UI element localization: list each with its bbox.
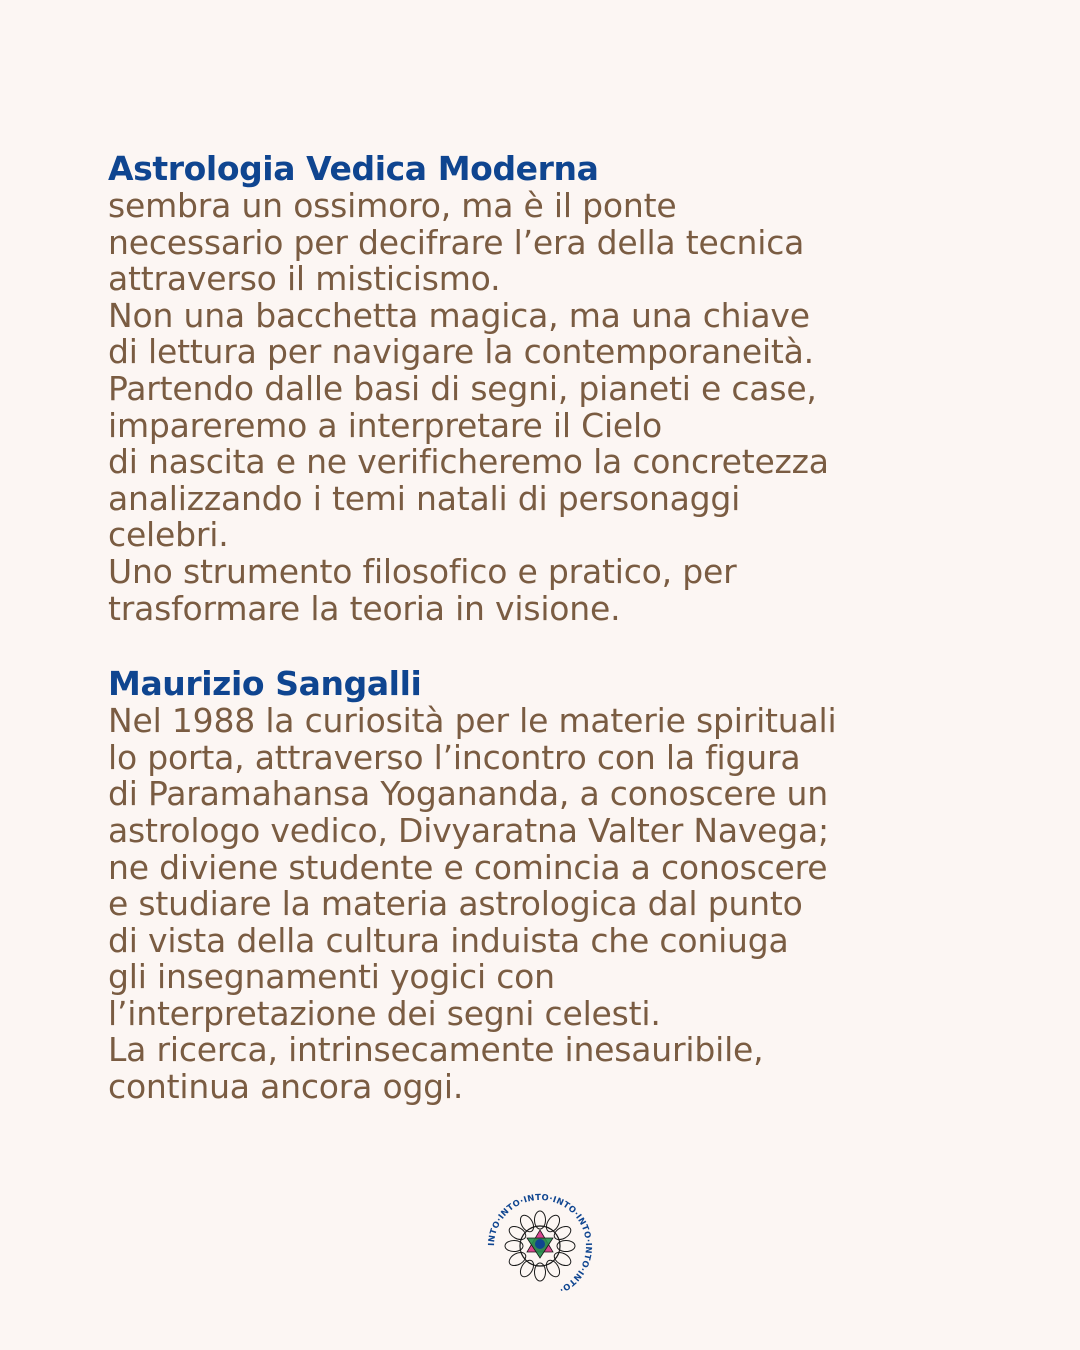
bio-text-line: ne diviene studente e comincia a conoscere: [108, 847, 828, 887]
course-text-line: di nascita e ne verificheremo la concretezza: [108, 442, 829, 482]
bio-text-line: gli insegnamenti yogici con: [108, 957, 555, 997]
course-text-line: impareremo a interpretare il Cielo: [108, 405, 662, 445]
course-description: [108, 150, 1008, 627]
course-text-line: trasformare la teoria in visione.: [108, 588, 621, 628]
bio-text-line: continua ancora oggi.: [108, 1067, 464, 1107]
course-text-line: Non una bacchetta magica, ma una chiave: [108, 295, 810, 335]
bio-text-line: lo porta, attraverso l’incontro con la figura: [108, 737, 801, 777]
logo-ring-text: INTO·INTO·INTO·INTO·INTO·INTO·INTO·: [486, 1192, 594, 1296]
course-text-line: Partendo dalle basi di segni, pianeti e case,: [108, 368, 817, 408]
author-name: Maurizio Sangalli: [108, 664, 422, 704]
course-text-line: celebri.: [108, 515, 229, 555]
course-title: Astrologia Vedica Moderna: [108, 149, 599, 188]
bio-text-line: Nel 1988 la curiosità per le materie spirituali: [108, 701, 837, 741]
bio-text-line: l’interpretazione dei segni celesti.: [108, 993, 661, 1033]
course-text-line: attraverso il misticismo.: [108, 259, 501, 299]
course-text-line: di lettura per navigare la contemporaneità.: [108, 332, 814, 372]
course-text-line: analizzando i temi natali di personaggi: [108, 478, 741, 518]
mandala-center-dot: [535, 1239, 545, 1249]
bio-text-line: di Paramahansa Yogananda, a conoscere un: [108, 774, 828, 814]
main-content: [108, 150, 1008, 1106]
bio-text-line: astrologo vedico, Divyaratna Valter Navega;: [108, 810, 829, 850]
course-text-line: sembra un ossimoro, ma è il ponte: [108, 186, 677, 225]
mandala-logo-icon: [486, 1192, 594, 1300]
author-bio: [108, 665, 1008, 1106]
bio-text-line: di vista della cultura induista che coniuga: [108, 920, 789, 960]
bio-text-line: e studiare la materia astrologica dal punto: [108, 884, 803, 924]
course-text-line: necessario per decifrare l’era della tecnica: [108, 222, 805, 262]
bio-text-line: La ricerca, intrinsecamente inesauribile,: [108, 1030, 764, 1070]
course-text-line: Uno strumento filosofico e pratico, per: [108, 551, 737, 591]
into-logo: [486, 1192, 594, 1300]
